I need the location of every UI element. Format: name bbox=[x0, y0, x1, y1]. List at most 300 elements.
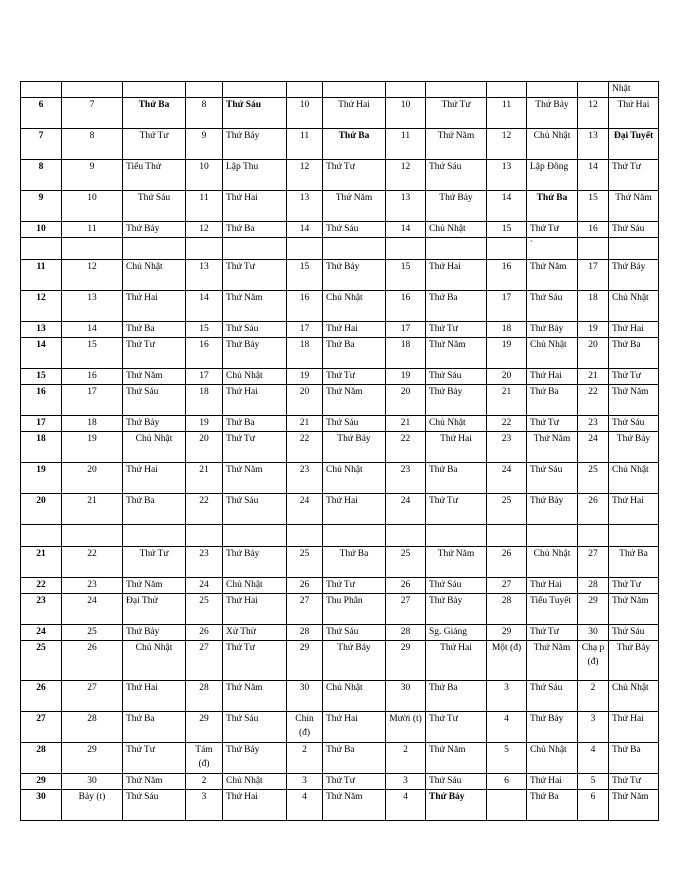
weekday-cell: Thứ Ba bbox=[323, 743, 386, 774]
day-number-cell: 26 bbox=[21, 681, 62, 712]
weekday-cell: Chủ Nhật bbox=[527, 547, 578, 578]
weekday-cell: Thứ Bảy bbox=[426, 790, 487, 821]
lunar-day-cell: 19 bbox=[578, 322, 609, 338]
lunar-day-cell: 3 bbox=[487, 681, 527, 712]
lunar-day-cell: 29 bbox=[487, 625, 527, 641]
lunar-day-cell: 20 bbox=[487, 369, 527, 385]
weekday-cell: Thứ Sáu bbox=[426, 774, 487, 790]
lunar-day-cell: Chạ p (đ) bbox=[578, 641, 609, 681]
lunar-day-cell: 11 bbox=[487, 98, 527, 129]
weekday-cell: Nhật bbox=[609, 82, 659, 98]
lunar-day-cell: 8 bbox=[186, 98, 223, 129]
table-row bbox=[21, 681, 659, 712]
lunar-day-cell: 24 bbox=[287, 494, 323, 525]
table-row bbox=[21, 260, 659, 291]
lunar-day-cell: 10 bbox=[386, 98, 426, 129]
lunar-day-cell: 30 bbox=[386, 681, 426, 712]
lunar-day-cell: 3 bbox=[386, 774, 426, 790]
weekday-cell: Thứ Ba bbox=[426, 681, 487, 712]
weekday-cell: Chủ Nhật bbox=[527, 129, 578, 160]
weekday-cell bbox=[223, 525, 287, 547]
weekday-cell: Thứ Tư bbox=[426, 494, 487, 525]
weekday-cell bbox=[123, 82, 186, 98]
table-row bbox=[21, 238, 659, 260]
weekday-cell: Thứ Năm bbox=[426, 129, 487, 160]
weekday-cell: Đại Thử bbox=[123, 594, 186, 625]
lunar-day-cell: 30 bbox=[287, 681, 323, 712]
weekday-cell: Thứ Năm bbox=[426, 743, 487, 774]
lunar-day-cell: 21 bbox=[578, 369, 609, 385]
lunar-day-cell: 15 bbox=[186, 322, 223, 338]
lunar-day-cell: 2 bbox=[578, 681, 609, 712]
weekday-cell: Chủ Nhật bbox=[527, 338, 578, 369]
lunar-day-cell: 23 bbox=[386, 463, 426, 494]
lunar-day-cell: 13 bbox=[287, 191, 323, 222]
weekday-cell: Thứ Tư bbox=[609, 578, 659, 594]
lunar-day-cell: 16 bbox=[62, 369, 123, 385]
table-row bbox=[21, 743, 659, 774]
weekday-cell bbox=[426, 525, 487, 547]
weekday-cell: Đại Tuyết bbox=[609, 129, 659, 160]
day-number-cell: 9 bbox=[21, 191, 62, 222]
table-row bbox=[21, 129, 659, 160]
table-row bbox=[21, 191, 659, 222]
lunar-day-cell: 22 bbox=[487, 416, 527, 432]
weekday-cell: Thứ Sáu bbox=[527, 463, 578, 494]
lunar-day-cell: 30 bbox=[62, 774, 123, 790]
lunar-day-cell: 12 bbox=[578, 98, 609, 129]
lunar-day-cell: 26 bbox=[62, 641, 123, 681]
weekday-cell: Thứ Ba bbox=[223, 416, 287, 432]
lunar-day-cell bbox=[186, 238, 223, 260]
lunar-day-cell: 21 bbox=[287, 416, 323, 432]
day-number-cell: 24 bbox=[21, 625, 62, 641]
weekday-cell bbox=[323, 82, 386, 98]
lunar-day-cell: 25 bbox=[62, 625, 123, 641]
lunar-day-cell: 9 bbox=[186, 129, 223, 160]
weekday-cell: Thứ Năm bbox=[426, 338, 487, 369]
weekday-cell: Thứ Bảy bbox=[527, 712, 578, 743]
day-number-cell: 7 bbox=[21, 129, 62, 160]
weekday-cell: Thứ Tư bbox=[323, 369, 386, 385]
weekday-cell: Chủ Nhật bbox=[609, 291, 659, 322]
weekday-cell: Thứ Tư bbox=[323, 774, 386, 790]
weekday-cell: Thứ Sáu bbox=[323, 416, 386, 432]
weekday-cell: Thứ Năm bbox=[123, 774, 186, 790]
lunar-day-cell: 13 bbox=[386, 191, 426, 222]
weekday-cell: Thứ Hai bbox=[609, 322, 659, 338]
table-row bbox=[21, 322, 659, 338]
weekday-cell bbox=[609, 525, 659, 547]
lunar-day-cell: 9 bbox=[62, 160, 123, 191]
weekday-cell: Chủ Nhật bbox=[223, 578, 287, 594]
lunar-day-cell: Tám (đ) bbox=[186, 743, 223, 774]
lunar-day-cell: 22 bbox=[386, 432, 426, 463]
lunar-day-cell: 6 bbox=[487, 774, 527, 790]
weekday-cell: Thứ Tư bbox=[123, 547, 186, 578]
lunar-day-cell bbox=[578, 525, 609, 547]
weekday-cell: Thứ Tư bbox=[223, 641, 287, 681]
lunar-day-cell: 28 bbox=[287, 625, 323, 641]
lunar-day-cell: 3 bbox=[578, 712, 609, 743]
weekday-cell: Thứ Bảy bbox=[609, 641, 659, 681]
lunar-day-cell: 11 bbox=[386, 129, 426, 160]
weekday-cell: Thứ Bảy bbox=[609, 432, 659, 463]
weekday-cell: Thứ Năm bbox=[323, 385, 386, 416]
weekday-cell: Chủ Nhật bbox=[609, 681, 659, 712]
weekday-cell: Thứ Hai bbox=[609, 494, 659, 525]
table-row bbox=[21, 432, 659, 463]
day-number-cell bbox=[21, 525, 62, 547]
lunar-day-cell: 30 bbox=[578, 625, 609, 641]
weekday-cell: Thứ Tư bbox=[123, 338, 186, 369]
lunar-day-cell: 23 bbox=[186, 547, 223, 578]
calendar-table bbox=[20, 81, 659, 821]
lunar-day-cell: 28 bbox=[386, 625, 426, 641]
lunar-day-cell: 28 bbox=[487, 594, 527, 625]
lunar-day-cell: 25 bbox=[386, 547, 426, 578]
lunar-day-cell: 15 bbox=[386, 260, 426, 291]
weekday-cell: Thứ Năm bbox=[609, 191, 659, 222]
lunar-day-cell: 23 bbox=[578, 416, 609, 432]
lunar-day-cell: 14 bbox=[487, 191, 527, 222]
lunar-day-cell: 5 bbox=[487, 743, 527, 774]
lunar-day-cell: 16 bbox=[386, 291, 426, 322]
weekday-cell: Thứ Sáu bbox=[323, 222, 386, 238]
weekday-cell: Thứ Hai bbox=[223, 790, 287, 821]
weekday-cell: Chủ Nhật bbox=[426, 222, 487, 238]
day-number-cell: 8 bbox=[21, 160, 62, 191]
table-row bbox=[21, 594, 659, 625]
lunar-day-cell bbox=[386, 82, 426, 98]
lunar-day-cell: 19 bbox=[287, 369, 323, 385]
lunar-day-cell: 11 bbox=[62, 222, 123, 238]
table-row bbox=[21, 82, 659, 98]
lunar-day-cell: 28 bbox=[578, 578, 609, 594]
weekday-cell: Thứ Sáu bbox=[527, 291, 578, 322]
lunar-day-cell: 22 bbox=[186, 494, 223, 525]
lunar-day-cell: 24 bbox=[186, 578, 223, 594]
table-row bbox=[21, 578, 659, 594]
weekday-cell: Thứ Hai bbox=[527, 578, 578, 594]
lunar-day-cell: 26 bbox=[287, 578, 323, 594]
lunar-day-cell: 15 bbox=[287, 260, 323, 291]
table-row bbox=[21, 222, 659, 238]
weekday-cell: Thứ Tư bbox=[323, 578, 386, 594]
weekday-cell: Thứ Hai bbox=[609, 712, 659, 743]
weekday-cell: Thứ Hai bbox=[527, 369, 578, 385]
weekday-cell: Thứ Ba bbox=[426, 291, 487, 322]
lunar-day-cell: 17 bbox=[386, 322, 426, 338]
weekday-cell: Thứ Hai bbox=[609, 98, 659, 129]
weekday-cell: Thứ Sáu bbox=[323, 625, 386, 641]
lunar-day-cell: 29 bbox=[186, 712, 223, 743]
lunar-day-cell: 19 bbox=[487, 338, 527, 369]
weekday-cell: Xử Thử bbox=[223, 625, 287, 641]
weekday-cell: Thứ Năm bbox=[123, 369, 186, 385]
weekday-cell: Thứ Tư bbox=[527, 625, 578, 641]
weekday-cell: Thứ Ba bbox=[323, 338, 386, 369]
lunar-day-cell: 14 bbox=[287, 222, 323, 238]
day-number-cell: 23 bbox=[21, 594, 62, 625]
weekday-cell: Thứ Tư bbox=[323, 160, 386, 191]
weekday-cell: Thứ Năm bbox=[609, 790, 659, 821]
table-row bbox=[21, 385, 659, 416]
weekday-cell bbox=[426, 238, 487, 260]
lunar-day-cell: 23 bbox=[62, 578, 123, 594]
table-row bbox=[21, 774, 659, 790]
lunar-day-cell: 25 bbox=[287, 547, 323, 578]
lunar-day-cell: 26 bbox=[578, 494, 609, 525]
lunar-day-cell bbox=[62, 82, 123, 98]
table-row bbox=[21, 547, 659, 578]
lunar-day-cell: 3 bbox=[287, 774, 323, 790]
weekday-cell: Thứ Tư bbox=[426, 712, 487, 743]
lunar-day-cell: 12 bbox=[386, 160, 426, 191]
weekday-cell: Thứ Hai bbox=[323, 322, 386, 338]
lunar-day-cell: 29 bbox=[287, 641, 323, 681]
day-number-cell: 28 bbox=[21, 743, 62, 774]
weekday-cell: Thứ Năm bbox=[527, 260, 578, 291]
day-number-cell: 11 bbox=[21, 260, 62, 291]
weekday-cell: Thứ Hai bbox=[426, 432, 487, 463]
lunar-day-cell: 12 bbox=[62, 260, 123, 291]
table-row bbox=[21, 641, 659, 681]
table-row bbox=[21, 790, 659, 821]
lunar-day-cell: 21 bbox=[62, 494, 123, 525]
lunar-day-cell: 16 bbox=[578, 222, 609, 238]
weekday-cell: Thứ Năm bbox=[223, 463, 287, 494]
weekday-cell: Chủ Nhật bbox=[123, 641, 186, 681]
weekday-cell: Thứ Bảy bbox=[426, 191, 487, 222]
weekday-cell: Chủ Nhật bbox=[527, 743, 578, 774]
lunar-day-cell: 21 bbox=[186, 463, 223, 494]
lunar-day-cell bbox=[287, 82, 323, 98]
weekday-cell: Thứ Sáu bbox=[527, 681, 578, 712]
weekday-cell: Thứ Ba bbox=[609, 338, 659, 369]
lunar-day-cell: 22 bbox=[578, 385, 609, 416]
weekday-cell: Chủ Nhật bbox=[123, 432, 186, 463]
weekday-cell: Thứ Sáu bbox=[223, 322, 287, 338]
weekday-cell: Chủ Nhật bbox=[609, 463, 659, 494]
lunar-day-cell: 27 bbox=[487, 578, 527, 594]
weekday-cell: Thứ Tư bbox=[609, 369, 659, 385]
weekday-cell: Tiểu Thử bbox=[123, 160, 186, 191]
lunar-day-cell: 10 bbox=[287, 98, 323, 129]
weekday-cell: Thứ Hai bbox=[123, 291, 186, 322]
day-number-cell bbox=[21, 238, 62, 260]
weekday-cell: Thứ Năm bbox=[223, 681, 287, 712]
lunar-day-cell: 17 bbox=[287, 322, 323, 338]
weekday-cell: Thứ Ba bbox=[527, 385, 578, 416]
lunar-day-cell: 26 bbox=[487, 547, 527, 578]
lunar-day-cell: 27 bbox=[186, 641, 223, 681]
weekday-cell: Thứ Bảy bbox=[223, 743, 287, 774]
weekday-cell: Thứ Ba bbox=[323, 547, 386, 578]
weekday-cell: Thứ Ba bbox=[609, 547, 659, 578]
lunar-day-cell: 20 bbox=[186, 432, 223, 463]
day-number-cell: 15 bbox=[21, 369, 62, 385]
day-number-cell: 30 bbox=[21, 790, 62, 821]
weekday-cell bbox=[323, 525, 386, 547]
day-number-cell: 18 bbox=[21, 432, 62, 463]
weekday-cell: Thứ Hai bbox=[426, 260, 487, 291]
lunar-day-cell: 20 bbox=[386, 385, 426, 416]
lunar-day-cell bbox=[186, 525, 223, 547]
lunar-day-cell: 12 bbox=[487, 129, 527, 160]
lunar-day-cell: 25 bbox=[186, 594, 223, 625]
weekday-cell: Thứ Năm bbox=[527, 432, 578, 463]
weekday-cell: Thứ Bảy bbox=[223, 338, 287, 369]
lunar-day-cell: 4 bbox=[578, 743, 609, 774]
weekday-cell: Thứ Bảy bbox=[323, 641, 386, 681]
weekday-cell: Thứ Bảy bbox=[223, 547, 287, 578]
lunar-day-cell: 21 bbox=[386, 416, 426, 432]
weekday-cell: Thứ Tư bbox=[609, 160, 659, 191]
weekday-cell: Thứ Ba bbox=[527, 790, 578, 821]
weekday-cell: Thứ Sáu bbox=[426, 160, 487, 191]
lunar-day-cell: 18 bbox=[386, 338, 426, 369]
weekday-cell: Thứ Ba bbox=[123, 712, 186, 743]
table-row bbox=[21, 160, 659, 191]
lunar-day-cell bbox=[186, 82, 223, 98]
weekday-cell: Thứ Ba bbox=[527, 191, 578, 222]
lunar-day-cell: 17 bbox=[186, 369, 223, 385]
lunar-day-cell: 25 bbox=[578, 463, 609, 494]
lunar-day-cell bbox=[487, 82, 527, 98]
weekday-cell: Thứ Năm bbox=[123, 578, 186, 594]
lunar-day-cell bbox=[287, 525, 323, 547]
weekday-cell: Thứ Tư bbox=[223, 260, 287, 291]
weekday-cell: Thứ Tư bbox=[426, 322, 487, 338]
table-row bbox=[21, 494, 659, 525]
lunar-day-cell: 2 bbox=[186, 774, 223, 790]
weekday-cell: Chủ Nhật bbox=[323, 681, 386, 712]
lunar-day-cell bbox=[287, 238, 323, 260]
day-number-cell: 20 bbox=[21, 494, 62, 525]
lunar-day-cell: 18 bbox=[287, 338, 323, 369]
weekday-cell: Thứ Năm bbox=[323, 790, 386, 821]
weekday-cell: Thứ Tư bbox=[527, 416, 578, 432]
weekday-cell: Thứ Tư bbox=[426, 98, 487, 129]
weekday-cell: Thứ Hai bbox=[323, 494, 386, 525]
day-number-cell: 12 bbox=[21, 291, 62, 322]
table-row bbox=[21, 291, 659, 322]
lunar-day-cell: 12 bbox=[186, 222, 223, 238]
lunar-day-cell: 4 bbox=[386, 790, 426, 821]
lunar-day-cell: 20 bbox=[578, 338, 609, 369]
lunar-day-cell: 17 bbox=[62, 385, 123, 416]
day-number-cell: 16 bbox=[21, 385, 62, 416]
lunar-day-cell: 29 bbox=[62, 743, 123, 774]
lunar-day-cell bbox=[578, 238, 609, 260]
weekday-cell bbox=[323, 238, 386, 260]
lunar-day-cell: 4 bbox=[487, 712, 527, 743]
weekday-cell: Chủ Nhật bbox=[123, 260, 186, 291]
day-number-cell: 21 bbox=[21, 547, 62, 578]
weekday-cell: Thứ Năm bbox=[323, 191, 386, 222]
lunar-day-cell: 19 bbox=[186, 416, 223, 432]
lunar-day-cell: 24 bbox=[62, 594, 123, 625]
weekday-cell: Tiểu Tuyết bbox=[527, 594, 578, 625]
weekday-cell: Thứ Ba bbox=[426, 463, 487, 494]
day-number-cell: 6 bbox=[21, 98, 62, 129]
weekday-cell: Thứ Sáu bbox=[223, 494, 287, 525]
lunar-day-cell: 11 bbox=[287, 129, 323, 160]
weekday-cell: Thứ Ba bbox=[123, 98, 186, 129]
lunar-day-cell: Chín (đ) bbox=[287, 712, 323, 743]
lunar-day-cell: 14 bbox=[62, 322, 123, 338]
weekday-cell: Thứ Hai bbox=[426, 641, 487, 681]
weekday-cell: Thứ Ba bbox=[323, 129, 386, 160]
lunar-day-cell: 2 bbox=[287, 743, 323, 774]
weekday-cell: Thứ Ba bbox=[123, 322, 186, 338]
weekday-cell: Thứ Năm bbox=[609, 385, 659, 416]
weekday-cell bbox=[123, 238, 186, 260]
lunar-day-cell: 13 bbox=[578, 129, 609, 160]
day-number-cell: 10 bbox=[21, 222, 62, 238]
lunar-day-cell: 24 bbox=[487, 463, 527, 494]
weekday-cell: Lập Đông bbox=[527, 160, 578, 191]
lunar-day-cell: 4 bbox=[287, 790, 323, 821]
table-row bbox=[21, 625, 659, 641]
lunar-day-cell: 24 bbox=[578, 432, 609, 463]
weekday-cell bbox=[609, 238, 659, 260]
table-row bbox=[21, 525, 659, 547]
lunar-day-cell bbox=[62, 525, 123, 547]
weekday-cell: Thứ Tư bbox=[123, 743, 186, 774]
weekday-cell: Thứ Bảy bbox=[323, 432, 386, 463]
weekday-cell: Thứ Hai bbox=[223, 385, 287, 416]
lunar-day-cell: 25 bbox=[487, 494, 527, 525]
table-row bbox=[21, 712, 659, 743]
weekday-cell: Thứ Sáu bbox=[426, 578, 487, 594]
weekday-cell: Thứ Năm bbox=[426, 547, 487, 578]
lunar-day-cell: 27 bbox=[62, 681, 123, 712]
lunar-day-cell: 19 bbox=[62, 432, 123, 463]
lunar-day-cell: 27 bbox=[287, 594, 323, 625]
lunar-day-cell: 14 bbox=[386, 222, 426, 238]
weekday-cell: Thứ Bảy bbox=[609, 260, 659, 291]
lunar-day-cell: 23 bbox=[287, 463, 323, 494]
lunar-day-cell: 17 bbox=[487, 291, 527, 322]
lunar-day-cell: 23 bbox=[487, 432, 527, 463]
weekday-cell: Thứ Năm bbox=[223, 291, 287, 322]
weekday-cell: Thứ Năm bbox=[527, 641, 578, 681]
lunar-day-cell: 12 bbox=[287, 160, 323, 191]
lunar-day-cell: 16 bbox=[186, 338, 223, 369]
weekday-cell: Thứ Sáu bbox=[123, 191, 186, 222]
lunar-day-cell: 18 bbox=[186, 385, 223, 416]
lunar-day-cell: 18 bbox=[578, 291, 609, 322]
weekday-cell: Thứ Ba bbox=[609, 743, 659, 774]
weekday-cell: Sg. Giáng bbox=[426, 625, 487, 641]
table-row bbox=[21, 369, 659, 385]
lunar-day-cell: 29 bbox=[386, 641, 426, 681]
lunar-day-cell: 27 bbox=[386, 594, 426, 625]
day-number-cell: 17 bbox=[21, 416, 62, 432]
weekday-cell: Thứ Bảy bbox=[527, 322, 578, 338]
weekday-cell: Thứ Sáu bbox=[223, 98, 287, 129]
day-number-cell: 27 bbox=[21, 712, 62, 743]
lunar-day-cell: 2 bbox=[386, 743, 426, 774]
lunar-day-cell: Mười (t) bbox=[386, 712, 426, 743]
weekday-cell: Thứ Sáu bbox=[223, 712, 287, 743]
lunar-day-cell: 7 bbox=[62, 98, 123, 129]
weekday-cell: Thứ Bảy bbox=[426, 594, 487, 625]
weekday-cell: Thứ Hai bbox=[323, 98, 386, 129]
lunar-day-cell: 13 bbox=[487, 160, 527, 191]
